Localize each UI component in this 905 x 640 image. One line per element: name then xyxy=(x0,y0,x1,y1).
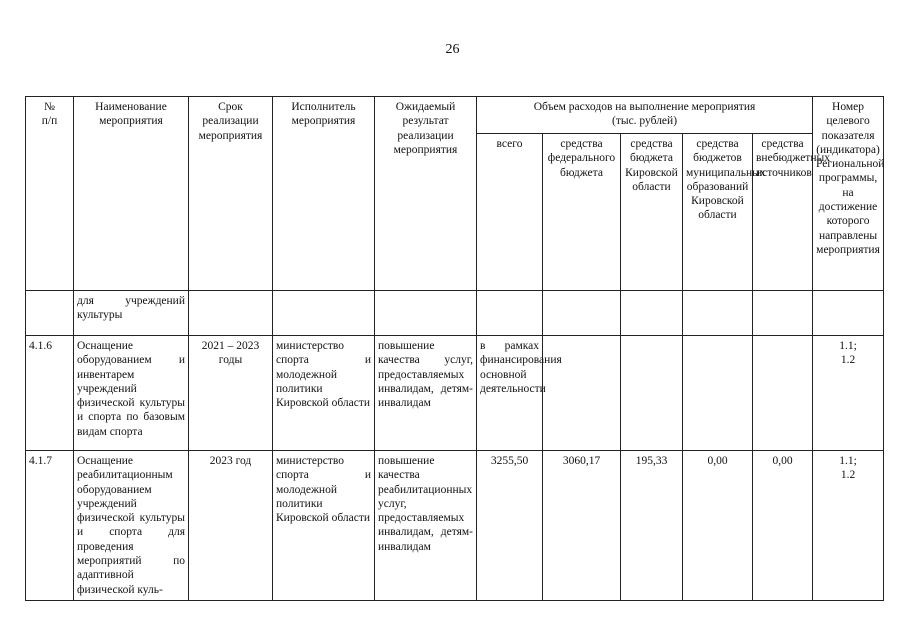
row-name: для учреждений культуры xyxy=(74,291,189,336)
header-expenses: Объем расходов на выполнение мероприятия (тыс. рублей) xyxy=(477,97,813,134)
subheader-municipal: средства бюджетов муниципальных образований Кировской области xyxy=(683,134,753,291)
row-federal xyxy=(543,291,621,336)
row-total xyxy=(477,291,543,336)
table-row xyxy=(26,336,884,451)
subheader-regional: средства бюджета Кировской области xyxy=(621,134,683,291)
row-name: Оснащение реабилитационным оборудованием учреждений физической культуры и спорта для проведения мероприятий по адаптивной физической куль- xyxy=(74,451,189,601)
row-total: 3255,50 xyxy=(477,451,543,601)
row-offbudget: 0,00 xyxy=(753,451,813,601)
row-indicator: 1.1; 1.2 xyxy=(813,336,884,451)
subheader-federal: средства федерального бюджета xyxy=(543,134,621,291)
table-row xyxy=(26,291,884,336)
row-result: повышение качества услуг, предоставляемых инвалидам, детям-инвалидам xyxy=(375,336,477,451)
row-municipal xyxy=(683,336,753,451)
row-number xyxy=(26,291,74,336)
table-row xyxy=(26,451,884,601)
row-regional xyxy=(621,291,683,336)
row-result: повышение качества реабилитационных услуг, предоставляемых инвалидам, детям-инвалидам xyxy=(375,451,477,601)
subheader-offbudget: средства внебюджетных источников xyxy=(753,134,813,291)
row-indicator xyxy=(813,291,884,336)
row-municipal xyxy=(683,291,753,336)
header-number: № п/п xyxy=(26,97,74,291)
header-indicator: Номер целевого показателя (индикатора) Региональной программы, на достижение которого направлены мероприятия xyxy=(813,97,884,291)
header-executor: Исполнитель мероприятия xyxy=(273,97,375,291)
row-term xyxy=(189,291,273,336)
row-number: 4.1.6 xyxy=(26,336,74,451)
row-executor: министерство спорта и молодежной политики Кировской области xyxy=(273,336,375,451)
row-federal: 3060,17 xyxy=(543,451,621,601)
row-term: 2023 год xyxy=(189,451,273,601)
row-executor: министерство спорта и молодежной политики Кировской области xyxy=(273,451,375,601)
row-offbudget xyxy=(753,291,813,336)
row-executor xyxy=(273,291,375,336)
row-municipal: 0,00 xyxy=(683,451,753,601)
header-name: Наименование мероприятия xyxy=(74,97,189,291)
row-regional xyxy=(621,336,683,451)
row-indicator: 1.1; 1.2 xyxy=(813,451,884,601)
row-total: в рамках финансирования основной деятельности xyxy=(477,336,543,451)
header-result: Ожидаемый результат реализации мероприятия xyxy=(375,97,477,291)
measures-table xyxy=(25,96,884,601)
row-regional: 195,33 xyxy=(621,451,683,601)
row-term: 2021 – 2023 годы xyxy=(189,336,273,451)
header-term: Срок реализации мероприятия xyxy=(189,97,273,291)
row-number: 4.1.7 xyxy=(26,451,74,601)
subheader-total: всего xyxy=(477,134,543,291)
page-number: 26 xyxy=(445,42,460,57)
row-result xyxy=(375,291,477,336)
row-offbudget xyxy=(753,336,813,451)
row-name: Оснащение оборудованием и инвентарем учреждений физической культуры и спорта по базовым видам спорта xyxy=(74,336,189,451)
row-federal xyxy=(543,336,621,451)
